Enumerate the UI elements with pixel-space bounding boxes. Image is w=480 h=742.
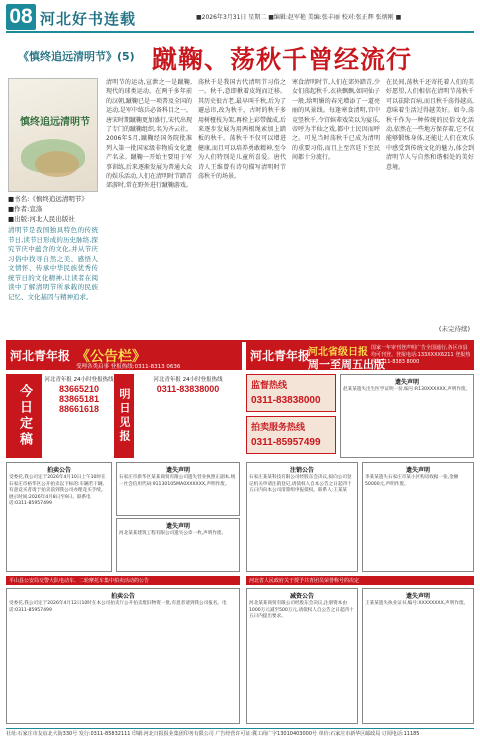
notice-body: 石家庄市新华区某某商贸有限公司遗失营业执照正副本,统一社会信用代码:91130105MA0XXXXXX,声明作废。 — [119, 475, 236, 487]
bulletin-title: 《公告栏》 — [76, 349, 146, 365]
tomorrow-tag: 明日见报 — [114, 374, 134, 458]
article-column-3: 寒食清明时节,人们在郊外踏青,少女们荡起秋千,衣袂飘飘,如同仙子一般,给明媚的春光增添了一道亮丽的风景线。每逢寒食清明,宫中竞竖秋千,令宫嫔辈戏笑以为宴乐,帝呼为半仙之戏,都中士民因而呼之。可见当时荡秋千已成为清明的重要习俗,而且上至宫廷下至民间都十分流行。 — [292, 79, 380, 162]
today-final-tag: 今日定稿 — [6, 374, 42, 458]
headline — [6, 38, 474, 72]
notice-box — [246, 588, 358, 724]
hotline-label: 河北青年报 24小时登报热线 — [44, 377, 114, 383]
article-column-2: 荡秋千是我国古代清明节习俗之一。秋千,意即揪着皮绳而迁移。其历史很古老,最早叫千秋,后为了避忌讳,改为秋千。古时的秋千多用树桠枝为架,再栓上彩带做成,后来逐步发展为用两根绳索加上踏板的秋千。荡秋千不仅可以增进健康,而且可以培养勇敢精神,至今为人们特别是儿童所喜爱。唐代诗人王维曾有诗句描写清明时节荡秋千的场景。 — [198, 79, 286, 181]
hotline-label: 河北青年报 24小时登报热线 — [153, 377, 223, 383]
masthead-info: ■2026年3月31日 星期二 ■编辑:赵军艳 美编:张丰丽 校对:张正辉 张炳刚 ■ — [196, 14, 402, 21]
bulletin-tel: 受理各类启事 登报热线:0311-8313 0636 — [76, 364, 181, 370]
monitor-number: 0311-83838000 — [251, 395, 321, 406]
notice-box — [362, 588, 474, 724]
notice-headline-bar: 河北省人民政府关于授予共青团员荣誉称号的决定 — [246, 576, 474, 585]
notice-title: 拍卖公告 — [110, 593, 135, 600]
auction-number: 0311-85957499 — [251, 437, 321, 448]
newspaper-logo: 河北青年报 — [250, 349, 311, 363]
notice-body: 河北某某建筑工程有限公司遗失公章一枚,声明作废。 — [119, 531, 227, 536]
notice-title: 注销公告 — [289, 467, 314, 474]
auction-label: 拍卖服务热线 — [251, 423, 306, 433]
hotline-number: 83865181 — [58, 394, 100, 404]
notice-title: 遗失声明 — [394, 379, 419, 386]
notice-box — [6, 462, 112, 572]
hotline-number: 0311-83838000 — [156, 384, 220, 394]
bulletin-banner — [6, 342, 242, 370]
hotline-number: 83665210 — [58, 384, 100, 394]
notice-box — [362, 462, 474, 572]
book-cover-title: 慎终追远清明节 — [20, 117, 90, 128]
newspaper-logo: 河北青年报 — [10, 349, 71, 363]
auction-hotline — [246, 416, 336, 454]
monitor-label: 监督热线 — [251, 381, 288, 391]
notice-title: 遗失声明 — [405, 467, 430, 474]
page-footer: 社址:石家庄市友谊北大街330号 发行:0311-85832111 印刷:河北日报报业集团印务有限公司 广告经营许可证:冀工商广字13010403000号 单价:石家庄市新华区邮政局 订阅电话:11185 — [6, 728, 474, 740]
masthead-divider — [6, 31, 474, 33]
hotline-box-2 — [136, 376, 240, 394]
notice-body: 受委托,我公司定于2026年4月12日10时在本公司拍卖厅公开拍卖废旧物资一批,有意者请到我公司报名。电话:0311-85957499 — [9, 601, 227, 613]
article-column-1: 清明节的运动,宣泄之一是蹴鞠,现代的球类运动。在两千多年前的汉朝,蹴鞠已是一项普及全国的运动,是军中练兵必备科目之一。唐宋时期蹴鞠更加盛行,宋代出现了专门的蹴鞠组织,名为齐云社。2006年5月,蹴鞠经国务院批准列入第一批国家级非物质文化遗产名录。蹴鞠一开始主要用于军事训练,后来逐渐发展为普通大众的娱乐活动,人们在清明时节踏青郊游时,常在野外进行蹴鞠游戏。 — [106, 79, 192, 190]
notice-body: 石家庄某某科技有限公司经股东会决议,拟向公司登记机关申请注销登记,请债权人自本公告之日起四十五日内向本公司清算组申报债权。联系人:王某某 — [249, 475, 352, 494]
book-meta-title: ■书名:《慎终追远清明节》 — [8, 195, 88, 203]
notice-title: 遗失声明 — [165, 523, 190, 530]
article-title: 蹴鞠、荡秋千曾经流行 — [152, 45, 413, 74]
article-column-4: 在民间,荡秋千还寄托着人们的美好愿望,人们相信在清明节荡秋千可以祛除百病,而且秋千荡得越高,意味着生活过得越美好。如今,荡秋千作为一种传统的民俗文化活动,依然在一些地方保存着,它不仅能够锻炼身体,还能让人们在欢乐中感受到传统文化的魅力,体会到清明节人与自然和谐相处的美好意境。 — [386, 79, 474, 171]
article — [6, 76, 474, 336]
book-meta-publisher: ■出版:河北人民出版社 — [8, 215, 75, 223]
notice-box — [116, 518, 240, 572]
notice-title: 减资公告 — [289, 593, 314, 600]
notice-headline-bar: 平山县公安局交警大队电动车、二轮摩托车集中拍卖活动的公告 — [6, 576, 240, 585]
daily-banner-side: 国家一年审刊登声明广告全国通行,各区市县均可刊登。登报电话:133XXXX6211 登报热线:0311-8383 8000 — [371, 345, 471, 365]
hotline-box-1 — [44, 376, 114, 414]
to-be-continued: (未完待续) — [438, 325, 470, 333]
notice-box — [6, 588, 240, 724]
monitor-boxes — [246, 374, 336, 458]
book-cover-image — [8, 78, 98, 192]
cover-decoration — [35, 151, 79, 177]
classified-ads — [6, 340, 474, 726]
daily-banner-line2: 周一至周五出版 — [308, 358, 385, 371]
daily-banner-line1: 河北省级日报 — [308, 347, 368, 358]
notice-body: 河北某某商贸有限公司经股东会决议,注册资本由1000万元减至500万元,请债权人自公告之日起四十五日内提出要求。 — [249, 601, 354, 620]
notice-box — [340, 374, 474, 458]
book-meta — [8, 194, 100, 224]
book-meta-author: ■作者:宣涤 — [8, 205, 43, 213]
book-blurb: 清明节是我国独具特色的传统节日,读节日形成的历史脉络,探究节庆中蕴含的文化,并从节庆习俗中找寻自然之美、感悟人文情怀、传承中华民族优秀传统节日的文化精神,让读者在阅读中了解清明节所承载的民族记忆、文化基因与精神追求。 — [8, 226, 98, 301]
notice-body: 受委托,我公司定于2026年4月10日上午10时在石家庄市裕华区公开拍卖以下标的:车辆若干辆。有意竞买者请于拍卖前到我公司办理竞买手续。展示时间:2026年4月8日至9日。联系电话:0311-85957499 — [9, 475, 108, 507]
page-number: 08 — [6, 4, 36, 30]
notice-box — [246, 462, 358, 572]
notice-title: 遗失声明 — [165, 467, 190, 474]
section-title: 河北好书连载 — [40, 10, 137, 28]
notice-body: 李某某遗失石家庄市某小区购房收据一张,金额50000元,声明作废。 — [365, 475, 459, 487]
notice-body: 王某某遗失执业证书,编号:XXXXXXXX,声明作废。 — [365, 601, 469, 606]
notice-title: 拍卖公告 — [46, 467, 71, 474]
series-kicker: 《慎终追远清明节》(5) — [18, 50, 135, 63]
monitor-hotline — [246, 374, 336, 412]
masthead — [0, 0, 480, 38]
daily-banner — [246, 342, 474, 370]
notice-box — [116, 462, 240, 516]
notice-body: 赵某某遗失出生医学证明一份,编号:R130XXXXXX,声明作废。 — [343, 387, 471, 392]
hotline-number: 88661618 — [58, 404, 100, 414]
notice-title: 遗失声明 — [405, 593, 430, 600]
